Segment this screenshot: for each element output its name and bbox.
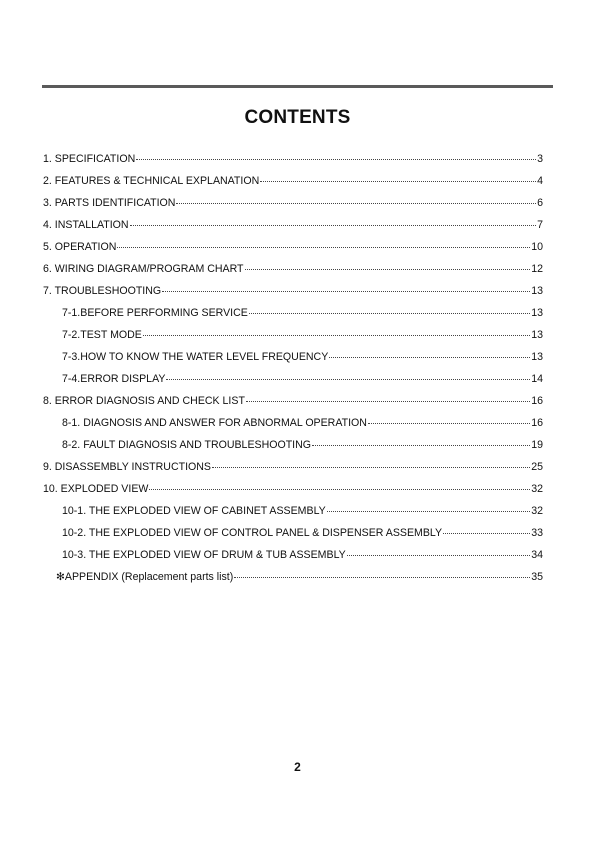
dot-leader (246, 391, 530, 402)
toc-entry[interactable] (43, 195, 543, 217)
table-of-contents (43, 151, 543, 591)
toc-entry[interactable] (43, 437, 543, 459)
toc-entry-title: 7-1.BEFORE PERFORMING SERVICE (62, 307, 248, 319)
toc-entry-title: 7-3.HOW TO KNOW THE WATER LEVEL FREQUENCY (62, 351, 329, 363)
toc-entry[interactable] (43, 217, 543, 239)
toc-entry-title: 4. INSTALLATION (43, 219, 129, 231)
toc-entry[interactable] (43, 525, 543, 547)
toc-entry-page: 4 (537, 175, 543, 187)
toc-entry-title: ✻APPENDIX (Replacement parts list) (56, 571, 234, 583)
dot-leader (149, 479, 530, 490)
toc-entry[interactable] (43, 239, 543, 261)
toc-entry-page: 35 (531, 571, 543, 583)
toc-entry-page: 6 (537, 197, 543, 209)
dot-leader (130, 215, 537, 226)
toc-entry[interactable] (43, 393, 543, 415)
toc-entry[interactable] (43, 547, 543, 569)
toc-entry-title: 9. DISASSEMBLY INSTRUCTIONS (43, 461, 211, 473)
toc-entry[interactable] (43, 261, 543, 283)
toc-entry-title: 6. WIRING DIAGRAM/PROGRAM CHART (43, 263, 244, 275)
toc-entry-page: 32 (531, 483, 543, 495)
dot-leader (245, 259, 531, 270)
dot-leader (166, 369, 530, 380)
toc-entry-page: 13 (531, 307, 543, 319)
toc-entry-page: 16 (531, 417, 543, 429)
toc-entry-page: 16 (531, 395, 543, 407)
page-title: CONTENTS (244, 107, 351, 128)
toc-entry-page: 13 (531, 351, 543, 363)
toc-entry[interactable] (43, 569, 543, 591)
dot-leader (176, 193, 536, 204)
toc-entry[interactable] (43, 503, 543, 525)
dot-leader (162, 281, 530, 292)
toc-entry[interactable] (43, 151, 543, 173)
toc-entry[interactable] (43, 349, 543, 371)
dot-leader (212, 457, 530, 468)
dot-leader (136, 149, 536, 160)
toc-entry-page: 25 (531, 461, 543, 473)
toc-entry-page: 14 (531, 373, 543, 385)
toc-entry[interactable] (43, 371, 543, 393)
header-rule (42, 85, 553, 88)
toc-entry-page: 34 (531, 549, 543, 561)
toc-entry[interactable] (43, 459, 543, 481)
toc-entry-page: 32 (531, 505, 543, 517)
toc-entry-title: 7-4.ERROR DISPLAY (62, 373, 166, 385)
toc-entry[interactable] (43, 481, 543, 503)
toc-entry-title: 3. PARTS IDENTIFICATION (43, 197, 176, 209)
toc-entry-title: 8-2. FAULT DIAGNOSIS AND TROUBLESHOOTING (62, 439, 312, 451)
toc-entry[interactable] (43, 173, 543, 195)
toc-entry-title: 5. OPERATION (43, 241, 117, 253)
toc-entry-title: 8. ERROR DIAGNOSIS AND CHECK LIST (43, 395, 245, 407)
toc-entry-page: 19 (531, 439, 543, 451)
toc-entry-title: 7-2.TEST MODE (62, 329, 142, 341)
toc-entry-page: 13 (531, 285, 543, 297)
toc-entry-title: 1. SPECIFICATION (43, 153, 136, 165)
toc-entry-page: 10 (531, 241, 543, 253)
toc-entry-title: 7. TROUBLESHOOTING (43, 285, 162, 297)
toc-entry-page: 12 (531, 263, 543, 275)
toc-entry[interactable] (43, 283, 543, 305)
toc-entry-page: 7 (537, 219, 543, 231)
toc-entry-page: 33 (531, 527, 543, 539)
dot-leader (329, 347, 530, 358)
toc-entry-title: 10-3. THE EXPLODED VIEW OF DRUM & TUB ASSEMBLY (62, 549, 346, 561)
dot-leader (368, 413, 530, 424)
toc-entry-title: 8-1. DIAGNOSIS AND ANSWER FOR ABNORMAL OPERATION (62, 417, 367, 429)
dot-leader (117, 237, 530, 248)
toc-entry-title: 10-2. THE EXPLODED VIEW OF CONTROL PANEL & DISPENSER ASSEMBLY (62, 527, 443, 539)
dot-leader (234, 567, 530, 578)
page-number: 2 (294, 760, 301, 774)
toc-entry[interactable] (43, 415, 543, 437)
dot-leader (260, 171, 536, 182)
toc-entry-title: 2. FEATURES & TECHNICAL EXPLANATION (43, 175, 260, 187)
toc-entry[interactable] (43, 327, 543, 349)
dot-leader (143, 325, 530, 336)
toc-entry-page: 3 (537, 153, 543, 165)
toc-entry-title: 10. EXPLODED VIEW (43, 483, 149, 495)
toc-entry-title: 10-1. THE EXPLODED VIEW OF CABINET ASSEMBLY (62, 505, 326, 517)
toc-entry-page: 13 (531, 329, 543, 341)
dot-leader (327, 501, 530, 512)
toc-entry[interactable] (43, 305, 543, 327)
dot-leader (249, 303, 530, 314)
dot-leader (312, 435, 530, 446)
dot-leader (347, 545, 530, 556)
dot-leader (443, 523, 530, 534)
